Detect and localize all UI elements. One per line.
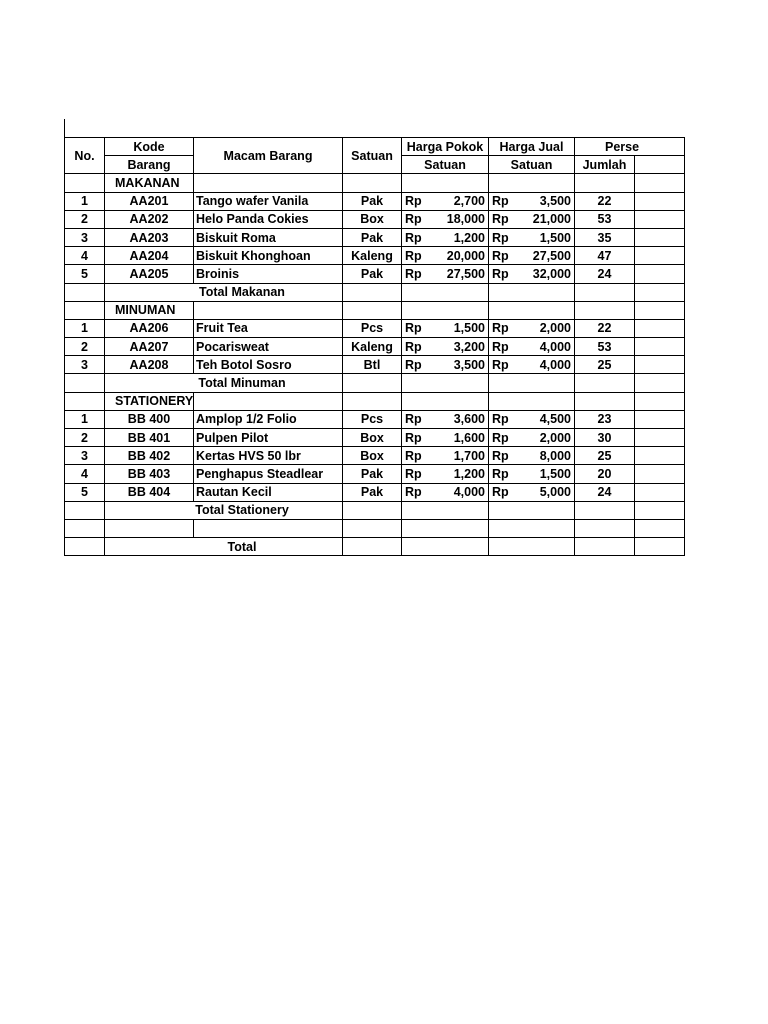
row-nama: Kertas HVS 50 lbr <box>194 447 343 465</box>
row-kode: BB 403 <box>105 465 194 483</box>
section-empty <box>489 301 575 319</box>
section-empty <box>65 174 105 192</box>
header-harga-pokok-bottom: Satuan <box>402 156 489 174</box>
header-satuan: Satuan <box>343 138 402 174</box>
section-total-row-cell <box>489 374 575 392</box>
row-nama: Biskuit Roma <box>194 228 343 246</box>
grand-total-row-cell <box>65 538 105 556</box>
header-empty <box>635 156 685 174</box>
row-kode: BB 402 <box>105 447 194 465</box>
header-row-1 <box>65 138 685 156</box>
row-kode: AA208 <box>105 356 194 374</box>
section-empty <box>343 174 402 192</box>
row-harga-pokok <box>402 228 489 246</box>
row-satuan: Box <box>343 210 402 228</box>
section-total-row-cell <box>343 283 402 301</box>
section-title-row <box>65 174 685 192</box>
currency-label: Rp <box>405 485 422 500</box>
row-no: 4 <box>65 465 105 483</box>
sheet-top-marker <box>64 119 65 139</box>
row-empty <box>635 410 685 428</box>
row-harga-pokok-value: 1,500 <box>453 321 485 336</box>
currency-label: Rp <box>405 448 422 463</box>
section-empty <box>65 301 105 319</box>
row-empty <box>635 210 685 228</box>
section-empty <box>194 392 343 410</box>
section-total-row-label: Total Makanan <box>105 283 343 301</box>
currency-label: Rp <box>405 212 422 227</box>
row-jumlah: 23 <box>575 410 635 428</box>
row-nama: Helo Panda Cokies <box>194 210 343 228</box>
section-empty <box>343 392 402 410</box>
row-harga-pokok-value: 2,700 <box>453 194 485 209</box>
row-jumlah: 35 <box>575 228 635 246</box>
row-satuan: Pcs <box>343 410 402 428</box>
row-harga-pokok <box>402 247 489 265</box>
row-kode: AA206 <box>105 319 194 337</box>
row-empty <box>635 447 685 465</box>
row-harga-pokok-value: 3,600 <box>453 412 485 427</box>
row-harga-jual-value: 5,000 <box>539 485 571 500</box>
currency-label: Rp <box>405 321 422 336</box>
row-no: 1 <box>65 192 105 210</box>
section-empty <box>489 174 575 192</box>
row-harga-jual <box>489 447 575 465</box>
row-empty <box>635 247 685 265</box>
section-total-row-cell <box>489 283 575 301</box>
row-harga-pokok <box>402 447 489 465</box>
header-persediaan: Perse <box>575 138 685 156</box>
row-satuan: Pak <box>343 192 402 210</box>
table-row <box>65 429 685 447</box>
blank-row-cell <box>489 519 575 537</box>
section-total-row-cell <box>343 501 402 519</box>
row-no: 2 <box>65 338 105 356</box>
section-empty <box>489 392 575 410</box>
row-satuan: Pcs <box>343 319 402 337</box>
section-empty <box>194 301 343 319</box>
section-empty <box>635 392 685 410</box>
row-harga-jual-value: 4,500 <box>539 412 571 427</box>
row-harga-jual-value: 1,500 <box>539 466 571 481</box>
section-title: STATIONERY <box>105 392 194 410</box>
currency-label: Rp <box>492 412 509 427</box>
header-no: No. <box>65 138 105 174</box>
currency-label: Rp <box>492 357 509 372</box>
row-nama: Broinis <box>194 265 343 283</box>
section-total-row-cell <box>575 283 635 301</box>
grand-total-row-cell <box>489 538 575 556</box>
currency-label: Rp <box>405 357 422 372</box>
row-harga-pokok-value: 1,200 <box>453 230 485 245</box>
currency-label: Rp <box>492 430 509 445</box>
currency-label: Rp <box>405 339 422 354</box>
row-harga-jual-value: 4,000 <box>539 357 571 372</box>
row-no: 3 <box>65 228 105 246</box>
section-empty <box>194 174 343 192</box>
row-harga-pokok-value: 1,600 <box>453 430 485 445</box>
row-harga-jual-value: 2,000 <box>539 321 571 336</box>
table-row <box>65 319 685 337</box>
table-row <box>65 410 685 428</box>
section-empty <box>402 392 489 410</box>
row-jumlah: 24 <box>575 483 635 501</box>
section-total-row-cell <box>635 501 685 519</box>
row-harga-jual <box>489 410 575 428</box>
currency-label: Rp <box>492 448 509 463</box>
row-harga-jual <box>489 228 575 246</box>
table-row <box>65 483 685 501</box>
row-kode: AA204 <box>105 247 194 265</box>
section-total-row-cell <box>65 283 105 301</box>
row-no: 2 <box>65 210 105 228</box>
grand-total-row-cell <box>575 538 635 556</box>
blank-row-cell <box>65 519 105 537</box>
row-empty <box>635 429 685 447</box>
row-harga-jual-value: 3,500 <box>539 194 571 209</box>
grand-total-row-cell <box>343 538 402 556</box>
table-row <box>65 465 685 483</box>
section-empty <box>635 301 685 319</box>
row-harga-jual <box>489 356 575 374</box>
inventory-table <box>64 137 685 556</box>
row-jumlah: 22 <box>575 192 635 210</box>
section-total-row-cell <box>635 374 685 392</box>
row-harga-jual-value: 27,500 <box>532 248 571 263</box>
row-jumlah: 53 <box>575 210 635 228</box>
table-row <box>65 228 685 246</box>
currency-label: Rp <box>492 321 509 336</box>
row-harga-pokok-value: 4,000 <box>453 485 485 500</box>
section-title: MAKANAN <box>105 174 194 192</box>
section-empty <box>575 392 635 410</box>
section-total-row-cell <box>65 374 105 392</box>
section-empty <box>343 301 402 319</box>
section-empty <box>402 174 489 192</box>
row-harga-pokok <box>402 483 489 501</box>
currency-label: Rp <box>405 430 422 445</box>
currency-label: Rp <box>405 466 422 481</box>
row-harga-pokok-value: 3,200 <box>453 339 485 354</box>
row-harga-pokok-value: 3,500 <box>453 357 485 372</box>
currency-label: Rp <box>405 248 422 263</box>
row-harga-pokok <box>402 210 489 228</box>
section-total-row-cell <box>343 374 402 392</box>
row-harga-pokok-value: 18,000 <box>446 212 485 227</box>
section-total-row-cell <box>402 283 489 301</box>
row-no: 2 <box>65 429 105 447</box>
row-satuan: Pak <box>343 228 402 246</box>
currency-label: Rp <box>405 412 422 427</box>
row-kode: BB 404 <box>105 483 194 501</box>
row-kode: BB 400 <box>105 410 194 428</box>
row-empty <box>635 228 685 246</box>
section-total-row-label: Total Stationery <box>105 501 343 519</box>
row-harga-jual-value: 1,500 <box>539 230 571 245</box>
row-harga-pokok-value: 20,000 <box>446 248 485 263</box>
currency-label: Rp <box>492 339 509 354</box>
row-kode: AA203 <box>105 228 194 246</box>
grand-total-row-cell <box>402 538 489 556</box>
row-no: 1 <box>65 410 105 428</box>
currency-label: Rp <box>492 466 509 481</box>
row-nama: Rautan Kecil <box>194 483 343 501</box>
row-empty <box>635 319 685 337</box>
row-satuan: Kaleng <box>343 247 402 265</box>
row-harga-jual-value: 8,000 <box>539 448 571 463</box>
blank-row-cell <box>194 519 343 537</box>
section-title: MINUMAN <box>105 301 194 319</box>
row-empty <box>635 338 685 356</box>
section-total-row <box>65 374 685 392</box>
section-empty <box>635 174 685 192</box>
row-harga-jual-value: 4,000 <box>539 339 571 354</box>
row-jumlah: 53 <box>575 338 635 356</box>
row-kode: AA201 <box>105 192 194 210</box>
row-harga-pokok-value: 1,200 <box>453 466 485 481</box>
row-harga-pokok <box>402 465 489 483</box>
currency-label: Rp <box>405 266 422 281</box>
row-satuan: Btl <box>343 356 402 374</box>
row-satuan: Pak <box>343 483 402 501</box>
row-empty <box>635 465 685 483</box>
row-satuan: Kaleng <box>343 338 402 356</box>
row-kode: AA205 <box>105 265 194 283</box>
section-total-row-label: Total Minuman <box>105 374 343 392</box>
blank-row-cell <box>402 519 489 537</box>
row-kode: BB 401 <box>105 429 194 447</box>
blank-row-cell <box>343 519 402 537</box>
row-no: 5 <box>65 483 105 501</box>
section-total-row-cell <box>65 501 105 519</box>
section-empty <box>575 174 635 192</box>
row-nama: Fruit Tea <box>194 319 343 337</box>
table-row <box>65 247 685 265</box>
row-harga-jual <box>489 247 575 265</box>
table-row <box>65 210 685 228</box>
currency-label: Rp <box>492 194 509 209</box>
grand-total-row <box>65 538 685 556</box>
section-empty <box>575 301 635 319</box>
section-total-row-cell <box>635 283 685 301</box>
row-jumlah: 47 <box>575 247 635 265</box>
row-nama: Penghapus Steadlear <box>194 465 343 483</box>
row-empty <box>635 265 685 283</box>
row-nama: Pulpen Pilot <box>194 429 343 447</box>
row-harga-pokok <box>402 338 489 356</box>
row-nama: Teh Botol Sosro <box>194 356 343 374</box>
row-harga-jual <box>489 210 575 228</box>
row-no: 4 <box>65 247 105 265</box>
row-jumlah: 24 <box>575 265 635 283</box>
section-empty <box>402 301 489 319</box>
currency-label: Rp <box>492 248 509 263</box>
row-jumlah: 20 <box>575 465 635 483</box>
currency-label: Rp <box>492 212 509 227</box>
row-harga-jual <box>489 192 575 210</box>
section-total-row-cell <box>402 374 489 392</box>
blank-row <box>65 519 685 537</box>
row-jumlah: 30 <box>575 429 635 447</box>
row-no: 5 <box>65 265 105 283</box>
row-harga-jual <box>489 338 575 356</box>
section-total-row-cell <box>402 501 489 519</box>
section-empty <box>65 392 105 410</box>
section-title-row <box>65 392 685 410</box>
table-row <box>65 356 685 374</box>
row-empty <box>635 192 685 210</box>
header-macam-barang: Macam Barang <box>194 138 343 174</box>
section-total-row-cell <box>575 374 635 392</box>
row-harga-jual <box>489 483 575 501</box>
row-harga-pokok <box>402 410 489 428</box>
row-nama: Biskuit Khonghoan <box>194 247 343 265</box>
header-kode-bottom: Barang <box>105 156 194 174</box>
row-harga-jual-value: 21,000 <box>532 212 571 227</box>
row-harga-jual <box>489 319 575 337</box>
row-jumlah: 25 <box>575 447 635 465</box>
section-total-row <box>65 283 685 301</box>
row-harga-pokok <box>402 356 489 374</box>
row-satuan: Pak <box>343 265 402 283</box>
row-satuan: Pak <box>343 465 402 483</box>
blank-row-cell <box>105 519 194 537</box>
row-no: 1 <box>65 319 105 337</box>
section-title-row <box>65 301 685 319</box>
table-row <box>65 192 685 210</box>
row-empty <box>635 483 685 501</box>
header-harga-pokok-top: Harga Pokok <box>402 138 489 156</box>
row-jumlah: 22 <box>575 319 635 337</box>
section-total-row-cell <box>575 501 635 519</box>
row-no: 3 <box>65 356 105 374</box>
table-row <box>65 338 685 356</box>
section-total-row <box>65 501 685 519</box>
header-kode-top: Kode <box>105 138 194 156</box>
row-harga-pokok-value: 1,700 <box>453 448 485 463</box>
table-row <box>65 447 685 465</box>
row-harga-jual <box>489 265 575 283</box>
grand-total-row-cell <box>635 538 685 556</box>
row-harga-jual <box>489 465 575 483</box>
blank-row-cell <box>575 519 635 537</box>
row-satuan: Box <box>343 447 402 465</box>
currency-label: Rp <box>405 194 422 209</box>
row-no: 3 <box>65 447 105 465</box>
row-harga-pokok <box>402 192 489 210</box>
currency-label: Rp <box>405 230 422 245</box>
currency-label: Rp <box>492 485 509 500</box>
header-harga-jual-bottom: Satuan <box>489 156 575 174</box>
row-nama: Amplop 1/2 Folio <box>194 410 343 428</box>
row-harga-jual-value: 2,000 <box>539 430 571 445</box>
currency-label: Rp <box>492 266 509 281</box>
section-total-row-cell <box>489 501 575 519</box>
row-satuan: Box <box>343 429 402 447</box>
row-nama: Pocarisweat <box>194 338 343 356</box>
spreadsheet-area <box>64 137 640 560</box>
row-harga-pokok <box>402 265 489 283</box>
row-harga-pokok-value: 27,500 <box>446 266 485 281</box>
row-nama: Tango wafer Vanila <box>194 192 343 210</box>
grand-total-row-label: Total <box>105 538 343 556</box>
header-jumlah: Jumlah <box>575 156 635 174</box>
row-kode: AA202 <box>105 210 194 228</box>
row-harga-pokok <box>402 429 489 447</box>
table-row <box>65 265 685 283</box>
row-harga-jual <box>489 429 575 447</box>
currency-label: Rp <box>492 230 509 245</box>
row-empty <box>635 356 685 374</box>
row-harga-pokok <box>402 319 489 337</box>
blank-row-cell <box>635 519 685 537</box>
row-kode: AA207 <box>105 338 194 356</box>
row-jumlah: 25 <box>575 356 635 374</box>
header-harga-jual-top: Harga Jual <box>489 138 575 156</box>
row-harga-jual-value: 32,000 <box>532 266 571 281</box>
